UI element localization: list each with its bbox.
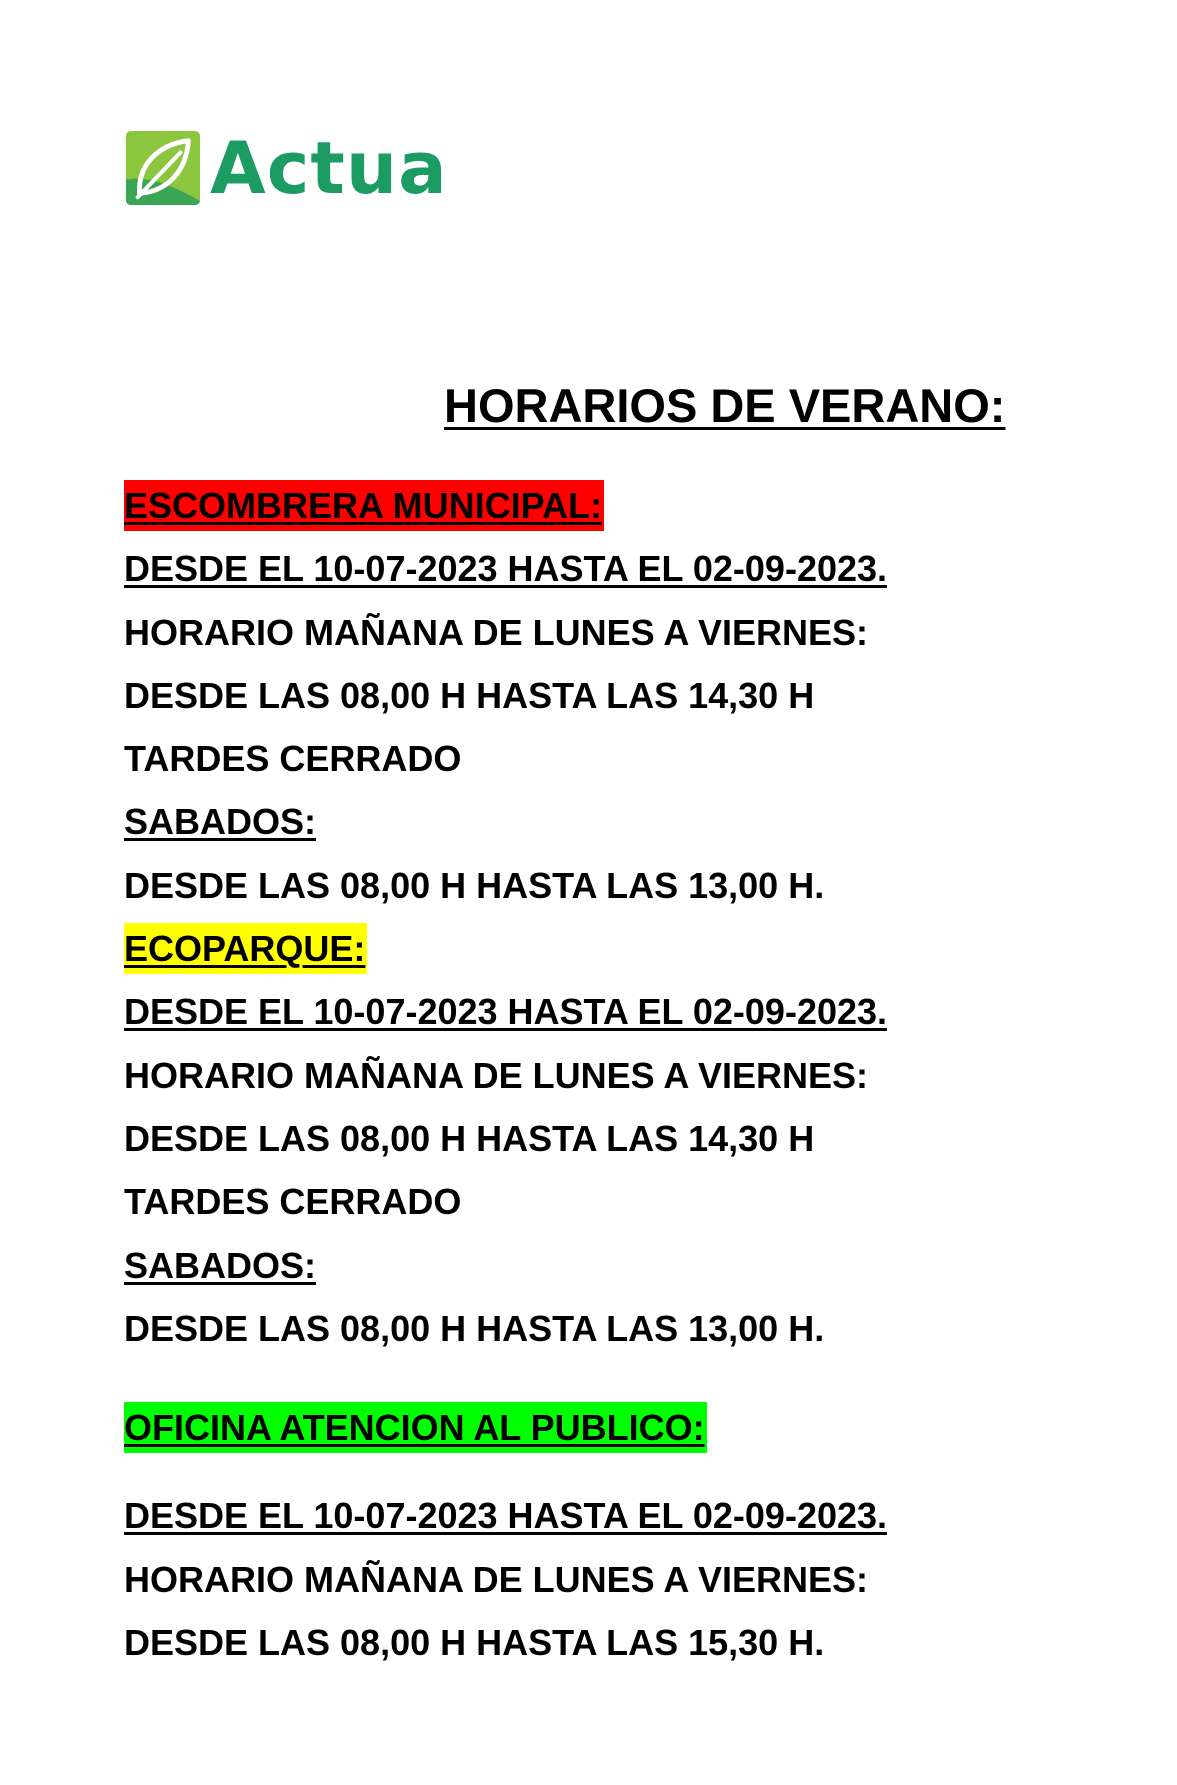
schedule-line [124,790,1124,853]
schedule-line: HORARIO MAÑANA DE LUNES A VIERNES: [124,1558,869,1600]
heading-escombrera: ESCOMBRERA MUNICIPAL: [124,480,604,531]
spacer [124,1459,1124,1484]
saturday-label: SABADOS: [124,1244,317,1286]
section-oficina [124,1396,1124,1674]
heading-ecoparque: ECOPARQUE: [124,923,367,974]
schedule-line [124,1234,1124,1297]
schedule-line: DESDE LAS 08,00 H HASTA LAS 13,00 H. [124,1307,825,1349]
section-heading [124,917,1124,980]
section-ecoparque [124,917,1124,1360]
date-range: DESDE EL 10-07-2023 HASTA EL 02-09-2023. [124,991,888,1033]
schedule-line: TARDES CERRADO [124,738,462,780]
schedule-line: DESDE LAS 08,00 H HASTA LAS 13,00 H. [124,864,825,906]
saturday-label: SABADOS: [124,801,317,843]
schedule-line: TARDES CERRADO [124,1181,462,1223]
schedule-line [124,1484,1124,1547]
section-heading [124,1396,1124,1459]
schedule-line: HORARIO MAÑANA DE LUNES A VIERNES: [124,1054,869,1096]
date-range: DESDE EL 10-07-2023 HASTA EL 02-09-2023. [124,1495,888,1537]
section-heading [124,474,1124,537]
schedule-content [124,474,1124,1674]
date-range: DESDE EL 10-07-2023 HASTA EL 02-09-2023. [124,548,888,590]
actua-logo [124,127,448,209]
schedule-line: DESDE LAS 08,00 H HASTA LAS 14,30 H [124,1117,815,1159]
spacer [124,1360,1124,1396]
logo-wordmark: Actua [210,126,448,210]
schedule-line: HORARIO MAÑANA DE LUNES A VIERNES: [124,611,869,653]
leaf-icon [124,129,202,207]
schedule-line: DESDE LAS 08,00 H HASTA LAS 14,30 H [124,674,815,716]
schedule-line [124,537,1124,600]
section-escombrera [124,474,1124,917]
heading-oficina: OFICINA ATENCION AL PUBLICO: [124,1402,707,1453]
schedule-line [124,980,1124,1043]
schedule-line: DESDE LAS 08,00 H HASTA LAS 15,30 H. [124,1622,825,1664]
page-title: HORARIOS DE VERANO: [444,379,1006,432]
